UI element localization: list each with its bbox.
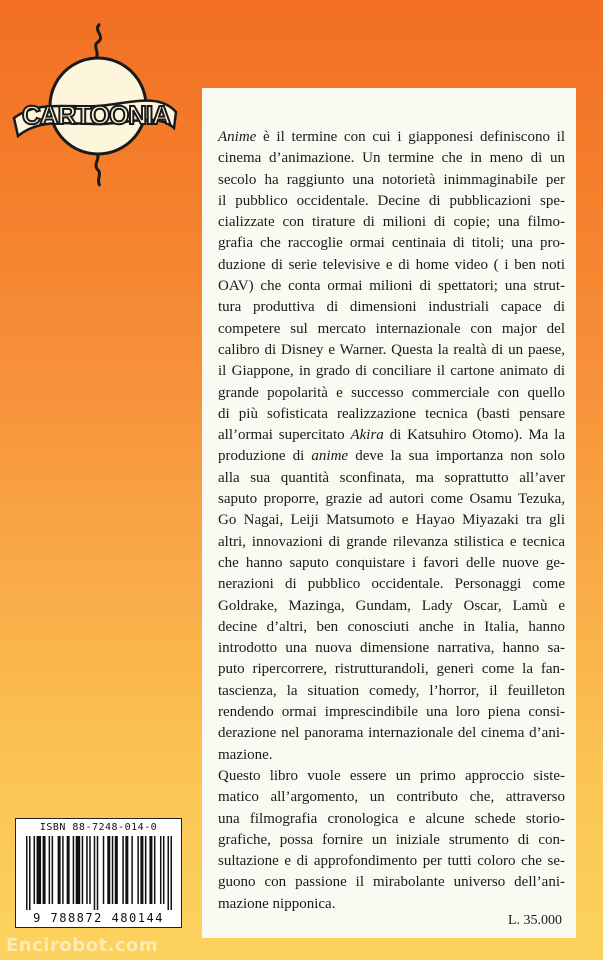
description-line xyxy=(218,361,565,382)
description-line xyxy=(218,383,565,404)
description-fragment: grande popolarità e successo commerciale con quello xyxy=(218,384,565,401)
barcode-bar xyxy=(43,836,46,904)
barcode-bar xyxy=(170,836,172,910)
barcode-bar xyxy=(163,836,165,904)
description-fragment: guono con passione il mirabolante universo dell’ani- xyxy=(218,874,565,891)
barcode-bar xyxy=(49,836,51,904)
description-line xyxy=(218,659,565,680)
description-fragment: tura produttiva di dimensioni industriali capace di xyxy=(218,299,565,316)
description-fragment: di Katsuhiro Otomo). Ma la xyxy=(383,427,565,444)
description-line xyxy=(218,340,565,361)
description-fragment: grafia che raccoglie ormai centinaia di titoli; una pro- xyxy=(218,235,565,252)
description-line xyxy=(218,468,565,489)
description-fragment: sultazione e di approfondimento per tutti coloro che se- xyxy=(218,853,565,870)
logo-swirl-bottom xyxy=(96,152,100,186)
description-fragment: rendendo ormai imprescindibile una loro piena consi- xyxy=(218,704,565,721)
barcode-bar xyxy=(140,836,143,904)
description-line xyxy=(218,766,565,787)
barcode-bar xyxy=(86,836,88,904)
description-fragment: introdotto una nuova dimensione narrativa, hanno sa- xyxy=(218,640,565,657)
barcode-bar xyxy=(73,836,75,904)
description-line xyxy=(218,809,565,830)
description-line xyxy=(218,191,565,212)
description-fragment: derazione nel panorama internazionale del cinema d’ani- xyxy=(218,725,565,742)
isbn-label: ISBN 88-7248-014-0 xyxy=(39,822,158,833)
description-fragment: tascienza, la situation comedy, l’horror, il feuilleton xyxy=(218,682,565,699)
barcode-bar xyxy=(76,836,81,904)
description-line xyxy=(218,617,565,638)
barcode-bar xyxy=(115,836,118,904)
description-fragment: una filmografia cronologica e alcune schede storio- xyxy=(218,810,565,827)
description-fragment: OAV) che conta ormai milioni di spettatori; una strut- xyxy=(218,278,565,295)
description-line xyxy=(218,830,565,851)
description-line xyxy=(218,702,565,723)
description-fragment: deve la sua importanza non solo xyxy=(348,448,565,465)
description-line xyxy=(218,212,565,233)
description-italic-term: anime xyxy=(311,448,349,465)
barcode-bar xyxy=(154,836,156,904)
description-line xyxy=(218,681,565,702)
description-line xyxy=(218,425,565,446)
cartoonia-logo-graphic xyxy=(8,20,180,188)
barcode-bar xyxy=(145,836,147,904)
barcode-bar xyxy=(137,836,139,904)
logo-swirl-top xyxy=(96,24,101,58)
barcode-box xyxy=(15,818,182,928)
description-fragment: altri, innovazioni di grande rilevanza stilistica e tecnica xyxy=(218,533,565,550)
barcode-bar xyxy=(52,836,54,904)
description-fragment: Goldrake, Mazinga, Gundam, Lady Oscar, Lamù e xyxy=(218,597,565,614)
description-line xyxy=(218,170,565,191)
description-panel xyxy=(202,88,576,938)
description-fragment: cializzate con tirature di milioni di copie; una filmo- xyxy=(218,214,565,231)
description-line xyxy=(218,446,565,467)
description-fragment: all’ormai supercitato xyxy=(218,427,351,444)
description-line xyxy=(218,638,565,659)
description-fragment: produzione di xyxy=(218,448,312,465)
ean-number: 9 788872 480144 xyxy=(33,911,164,925)
description-italic-term: Anime xyxy=(218,129,257,145)
description-fragment: matico all’argomento, un contributo che, attraverso xyxy=(218,789,565,806)
description-fragment: nerazioni di pubblico occidentale. Personaggi come xyxy=(218,576,565,593)
description-line xyxy=(218,127,565,148)
description-fragment: calibro di Disney e Warner. Questa la realtà di un paese, xyxy=(218,341,565,358)
barcode-bar xyxy=(131,836,133,904)
barcode-bar xyxy=(160,836,162,904)
description-fragment: puto ripercorrere, ristrutturandoli, generi come la fan- xyxy=(218,661,565,678)
description-italic-term: Akira xyxy=(350,427,384,444)
barcode-bar xyxy=(37,836,42,904)
description-fragment: duzione di serie televisive e di home video ( i ben noti xyxy=(218,256,565,273)
description-fragment: secolo ha raggiunto una notorietà inimmaginabile per xyxy=(218,171,565,188)
description-fragment: il pubblico occidentale. Decine di pubblicazioni spe- xyxy=(218,192,565,209)
description-line xyxy=(218,851,565,872)
barcode-bar xyxy=(89,836,91,904)
price-label: L. 35.000 xyxy=(507,913,562,928)
barcode-bar xyxy=(103,836,105,904)
description-line xyxy=(218,319,565,340)
barcode-bar xyxy=(58,836,61,904)
barcode-bar xyxy=(34,836,36,904)
description-fragment: Go Nagai, Leiji Matsumoto e Hayao Miyazaki tra gli xyxy=(218,512,565,529)
description-line xyxy=(218,787,565,808)
description-fragment: mazione. xyxy=(218,746,273,763)
description-fragment: è il termine con cui i giapponesi definiscono il xyxy=(256,129,565,145)
description-fragment: di più sofisticata realizzazione tecnica (basti pensare xyxy=(218,405,565,422)
description-line xyxy=(218,532,565,553)
barcode-bar xyxy=(29,836,31,910)
description-fragment: saputo proporre, grazie ad autori come Osamu Tezuka, xyxy=(218,491,565,508)
barcode-bar xyxy=(149,836,152,904)
description-line xyxy=(218,872,565,893)
barcode-bar xyxy=(82,836,84,904)
description-line xyxy=(218,510,565,531)
description-line xyxy=(218,297,565,318)
description-fragment: alla sua quantità sconfinata, ma soprattutto all’aver xyxy=(218,469,565,486)
description-fragment: il Giappone, in grado di conciliare il cartone animato di xyxy=(218,363,565,380)
barcode-bar xyxy=(26,836,28,910)
barcode-bar xyxy=(94,836,96,910)
description-fragment: decine d’altri, ben conosciuti anche in Italia, hanno xyxy=(218,618,565,635)
cartoonia-logo xyxy=(8,20,180,188)
description-line xyxy=(218,276,565,297)
description-fragment: che hanno saputo conquistare i favori delle nuove ge- xyxy=(218,554,565,571)
barcode-bar xyxy=(107,836,110,904)
description-line xyxy=(218,489,565,510)
description-fragment: Questo libro vuole essere un primo approccio siste- xyxy=(218,767,565,784)
logo-wordmark: CARTOONIA xyxy=(22,100,170,130)
description-fragment: competere sul mercato internazionale con major del xyxy=(218,320,565,337)
barcode-bar xyxy=(62,836,64,904)
barcode-bar xyxy=(97,836,99,910)
description-line xyxy=(218,255,565,276)
barcode-bar xyxy=(167,836,169,910)
barcode-graphic xyxy=(24,836,174,910)
barcode-bar xyxy=(122,836,124,904)
description-line xyxy=(218,596,565,617)
description-line xyxy=(218,233,565,254)
description-fragment: grafiche, possa fornire un iniziale strumento di con- xyxy=(218,831,565,848)
barcode-bar xyxy=(112,836,114,904)
description-line xyxy=(218,894,565,915)
description-line xyxy=(218,745,565,766)
description-line xyxy=(218,723,565,744)
barcode-bar xyxy=(125,836,128,904)
description-line xyxy=(218,553,565,574)
description-fragment: mazione nipponica. xyxy=(218,895,336,912)
barcode-bar xyxy=(67,836,70,904)
description-fragment: cinema d’animazione. Un termine che in meno di un xyxy=(218,150,565,167)
description-text xyxy=(218,127,565,915)
description-line xyxy=(218,148,565,169)
description-line xyxy=(218,404,565,425)
watermark: Encirobot.com xyxy=(6,935,159,956)
description-line xyxy=(218,574,565,595)
